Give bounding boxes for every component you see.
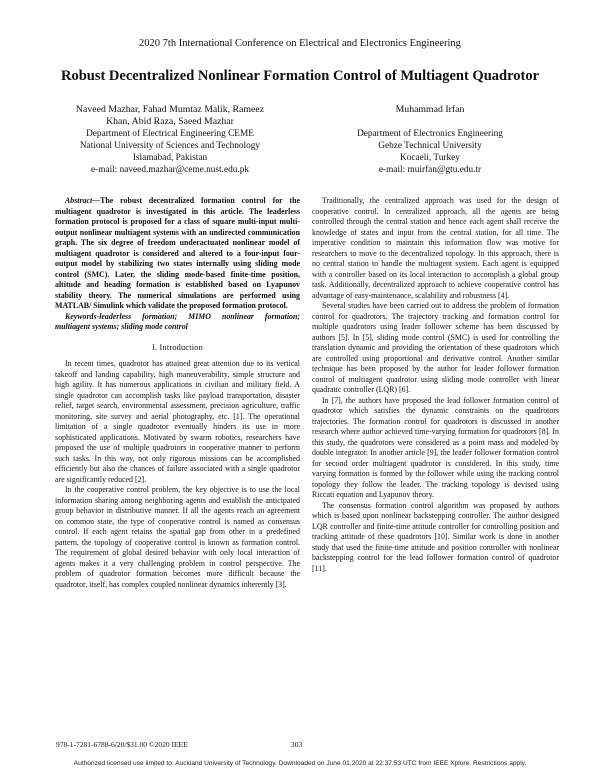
author-block-right bbox=[330, 104, 530, 176]
body-paragraph: Traditionally, the centralized approach was used for the design of cooperative control. In centralized approach, all the agents are being controlled through the central station and hence each agent shall receive the knowledge of states and input from the central station, for all time. The imperative condition to maintain this information flow was motive for researchers to move to the decentralized topology. In this approach, there is no central station to handle the multiagent system. Each agent is equipped with a controller based on its local interaction to accomplish a global group task. Additionally, decentralized approach to achieve cooperative control has advantage of easy-maintenance, scalability and robustness [4]. bbox=[312, 196, 559, 300]
copyright-footer: 978-1-7281-6788-6/20/$31.00 ©2020 IEEE bbox=[56, 740, 188, 749]
page-number: 303 bbox=[291, 740, 303, 749]
body-paragraph: In [7], the authors have proposed the lead follower formation control of quadrotor which satisfies the dynamic constraints on the quadrotors trajectories. The formation control for quadrotors is discussed in another research where author achieved time-varying formation for quadrotors [8]. In this study, the quadrotors were considered as a point mass and modeled by double integrator. In another article [9], the leader follower formation control for second order multiagent quadrotor is considered. In this study, time varying formation is formed by the follower while using the tracking control topology they follow the leader. The tracking topology is devised using Riccati equation and Lyapunov theory. bbox=[312, 395, 559, 499]
author-email: e-mail: muirfan@gtu.edu.tr bbox=[378, 165, 482, 175]
author-names-line-2: Khan, Abid Raza, Saeed Mazhar bbox=[106, 116, 234, 127]
author-university: National University of Sciences and Technology bbox=[79, 141, 261, 151]
paper-title: Robust Decentralized Nonlinear Formation Control of Multiagent Quadrotor bbox=[60, 68, 540, 84]
body-paragraph: In recent times, quadrotor has attained great attention due to its vertical takeoff and landing capability, high maneuverability, simple structure and high agility. It has numerous applications in civilian and military field. A single quadrotor can accomplish tasks like payload transportation, disaster relief, target search, environmental assessment, precision agriculture, traffic monitoring, site survey and aerial photography, etc. [1]. The operational limitation of a single quadrotor eventually hinders its use in more sophisticated applications. Motivated by swarm robotics, researchers have proposed the use of multiple quadrotors in cooperative manner to perform such tasks. In this way, not only rigorous missions can be accomplished efficiently but also the chances of failure associated with a single quadrotor are significantly reduced [2]. bbox=[55, 359, 300, 484]
body-paragraph: In the cooperative control problem, the key objective is to use the local information sharing among neighboring agents and establish the anticipated group behavior in distributive manner. If all the agents reach an agreement on common state, the type of cooperative control is named as consensus control. If each agent retains the spatial gap from other in a predefined pattern, the topology of cooperative control is known as formation control. The requirement of global desired behavior with only local interaction of agents makes it a very challenging problem in control perspective. The problem of quadrotor formation becomes more difficult because the quadrotor, itself, has complex coupled nonlinear dynamics inherently [3]. bbox=[55, 485, 300, 589]
author-university: Gebze Technical University bbox=[378, 141, 482, 151]
right-column bbox=[312, 196, 559, 574]
author-department: Department of Electronics Engineering bbox=[357, 129, 503, 139]
author-name: Muhammad Irfan bbox=[395, 104, 465, 115]
keywords: Keywords-leaderless formation; MIMO nonlinear formation; multiagent systems; sliding mode control bbox=[55, 311, 300, 331]
author-block-left bbox=[55, 104, 285, 176]
section-heading-introduction: I. Introduction bbox=[152, 342, 203, 352]
author-city: Islamabad, Pakistan bbox=[132, 153, 208, 163]
author-email: e-mail: naveed.mazhar@ceme.nust.edu.pk bbox=[90, 165, 250, 175]
author-department: Department of Electrical Engineering CEME bbox=[86, 129, 254, 139]
left-column bbox=[55, 196, 300, 590]
body-paragraph: Several studies have been carried out to address the problem of formation control for quadrotors. The trajectory tracking and formation control for multiple quadrotors using leader follower scheme has been discussed by authors [5]. In [5], sliding mode control (SMC) is used for controlling the translation dynamic and providing the orientation of these quadrotors which are controlled using proportional and derivative control. Another similar technique has been proposed by the author for leader follower formation control of multiagent quadrotor using sliding mode controller with linear quadratic controller (LQR) [6]. bbox=[312, 301, 559, 394]
abstract-label: Abstract— bbox=[65, 196, 101, 205]
conference-header: 2020 7th International Conference on Electrical and Electronics Engineering bbox=[139, 38, 461, 49]
author-city: Kocaeli, Turkey bbox=[400, 153, 460, 163]
author-names-line-1: Naveed Mazhar, Fahad Mumtaz Malik, Rameez bbox=[75, 104, 265, 115]
license-notice: Authorized licensed use limited to: Auckland University of Technology. Downloaded on June 01,2020 at 22:37:53 UTC from IEEE Xplore. Restrictions apply. bbox=[73, 760, 527, 767]
abstract-text: The robust decentralized formation control for the multiagent quadrotor is investigated in this article. The leaderless formation protocol is proposed for a class of square multi-input multi-output nonlinear multiagent systems with an undirected communication graph. The six degree of freedom underactuated nonlinear model of multiagent quadrotor is considered and altered to a four-input four-output model by stabilizing two states internally using sliding mode control (SMC). Later, the sliding mode-based finite-time position, altitude and heading formation is established based on Lyapunov stability theory. The numerical simulations are performed using MATLAB/ Simulink which validate the proposed formation protocol. bbox=[55, 196, 300, 310]
abstract bbox=[55, 196, 300, 312]
body-paragraph: The consensus formation control algorithm was proposed by authors which is based upon nonlinear backstepping controller. The author designed LQR controller and finite-time attitude controller for controlling position and tracking attitude of these quadrotors [10]. Similar work is done in another study that used the finite-time attitude and position controller with nonlinear backstepping control for the lead follower formation control of quadrotor [11]. bbox=[312, 500, 559, 573]
